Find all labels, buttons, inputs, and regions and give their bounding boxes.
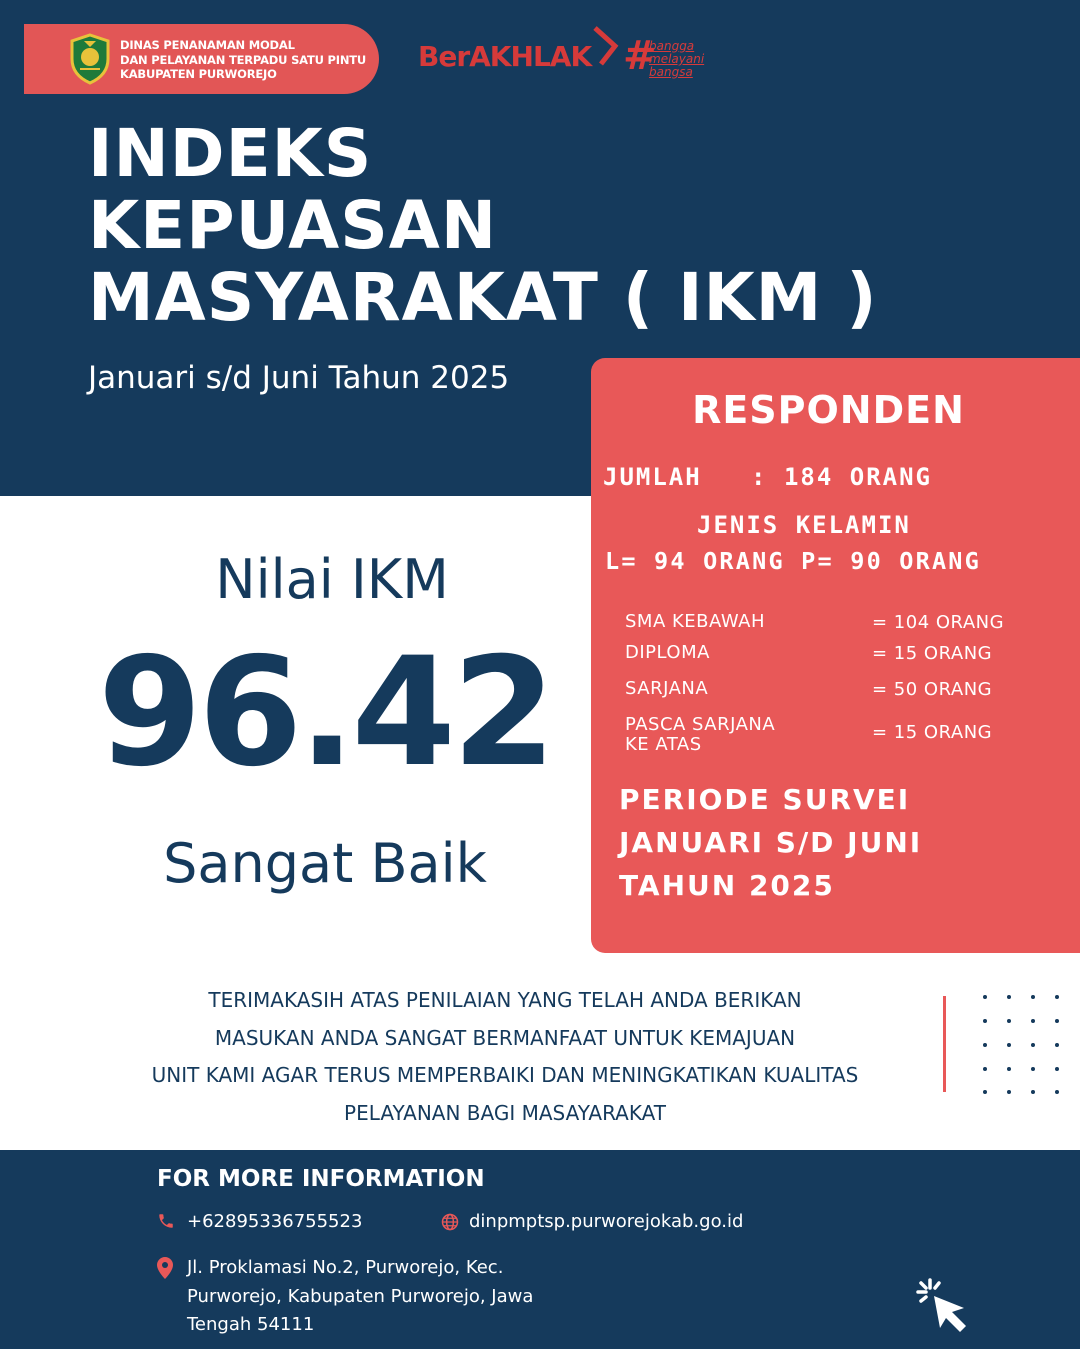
period-line: TAHUN 2025 bbox=[619, 869, 835, 902]
org-line: KABUPATEN PURWOREJO bbox=[120, 67, 277, 81]
chevron-icon bbox=[585, 24, 621, 68]
education-value: = 104 ORANG bbox=[872, 612, 1005, 633]
page-subtitle: Januari s/d Juni Tahun 2025 bbox=[88, 360, 510, 396]
title-line: INDEKS bbox=[88, 115, 373, 192]
education-label: SARJANA bbox=[625, 678, 709, 699]
responden-total: JUMLAH : 184 ORANG bbox=[603, 463, 932, 491]
address-line: Jl. Proklamasi No.2, Purworejo, Kec. bbox=[187, 1257, 504, 1278]
globe-icon bbox=[441, 1213, 459, 1231]
ikm-label: Nilai IKM bbox=[215, 548, 449, 611]
address-line: Purworejo, Kabupaten Purworejo, Jawa bbox=[187, 1285, 534, 1307]
hashtag-word: bangga bbox=[649, 39, 695, 53]
org-name bbox=[120, 38, 366, 82]
org-line: DINAS PENANAMAN MODAL bbox=[120, 38, 295, 52]
thanks-line: TERIMAKASIH ATAS PENILAIAN YANG TELAH ANDA BERIKAN bbox=[208, 988, 802, 1012]
ikm-category: Sangat Baik bbox=[163, 832, 487, 895]
responden-title: RESPONDEN bbox=[692, 388, 965, 432]
address bbox=[187, 1254, 533, 1340]
accent-divider bbox=[943, 996, 946, 1092]
education-value: = 50 ORANG bbox=[872, 679, 993, 700]
click-cursor-icon bbox=[916, 1278, 974, 1334]
ikm-score: 96.42 bbox=[97, 626, 553, 800]
period-line: JANUARI S/D JUNI bbox=[619, 826, 923, 859]
phone-icon bbox=[157, 1212, 175, 1230]
thanks-line: MASUKAN ANDA SANGAT BERMANFAAT UNTUK KEMAJUAN bbox=[214, 1025, 796, 1050]
crest-icon bbox=[68, 33, 112, 85]
thanks-line: PELAYANAN BAGI MASAYARAKAT bbox=[344, 1100, 666, 1125]
gender-title: JENIS KELAMIN bbox=[697, 511, 911, 539]
website-link[interactable]: dinpmptsp.purworejokab.go.id bbox=[469, 1211, 744, 1232]
education-label: PASCA SARJANA KE ATAS bbox=[625, 714, 776, 755]
berakhlak-logo: BerAKHLAK bbox=[418, 40, 592, 73]
education-value: = 15 ORANG bbox=[872, 722, 993, 743]
address-line: Tengah 54111 bbox=[187, 1314, 315, 1335]
education-label: SMA KEBAWAH bbox=[625, 611, 766, 632]
title-line: KEPUASAN bbox=[88, 187, 498, 264]
education-value: = 15 ORANG bbox=[872, 643, 993, 664]
location-pin-icon bbox=[157, 1257, 173, 1279]
gender-values: L= 94 ORANG P= 90 ORANG bbox=[605, 547, 982, 575]
footer-title: FOR MORE INFORMATION bbox=[157, 1166, 485, 1192]
thanks-line: UNIT KAMI AGAR TERUS MEMPERBAIKI DAN MENINGKATIKAN KUALITAS bbox=[151, 1063, 859, 1087]
org-line: DAN PELAYANAN TERPADU SATU PINTU bbox=[120, 52, 367, 67]
page-title bbox=[88, 115, 878, 336]
period-line: PERIODE SURVEI bbox=[619, 783, 911, 816]
education-label: DIPLOMA bbox=[625, 642, 710, 663]
hashtag-word: bangsa bbox=[649, 65, 693, 79]
hashtag-word: melayani bbox=[649, 52, 705, 66]
survey-period bbox=[619, 778, 922, 907]
thanks-message bbox=[70, 982, 940, 1132]
hashtag-mark: # bbox=[623, 33, 657, 79]
title-line: MASYARAKAT ( IKM ) bbox=[88, 259, 878, 336]
phone-link[interactable]: +62895336755523 bbox=[187, 1211, 363, 1232]
hashtag-words bbox=[649, 40, 704, 79]
dot-grid bbox=[982, 994, 1068, 1096]
